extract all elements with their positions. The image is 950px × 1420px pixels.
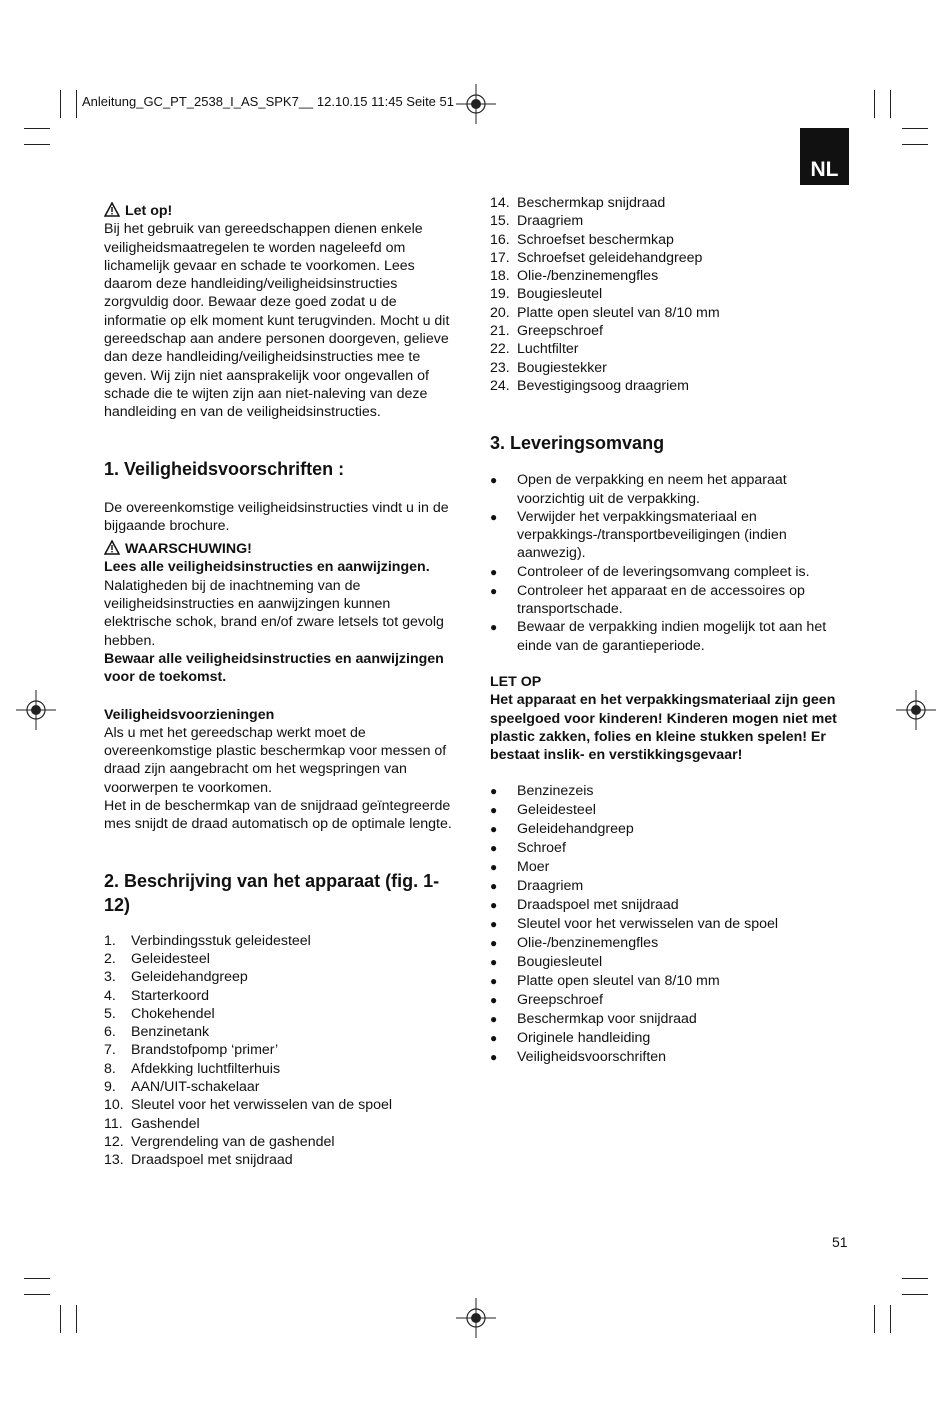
bullet-list-item xyxy=(490,896,852,915)
parts-list-right xyxy=(490,194,852,395)
item-label: Afdekking luchtfilterhuis xyxy=(131,1060,281,1077)
item-number: 10. xyxy=(104,1097,124,1114)
letop2-text: Het apparaat en het verpakkingsmateriaal zijn geen speelgoed voor kinderen! Kinderen mogen niet met plastic zakken, folies en kleine stukken spelen! Er bestaat inslik- en verstikkingsgevaar! xyxy=(490,692,837,764)
item-label: Draagriem xyxy=(517,878,584,895)
item-label: Benzinezeis xyxy=(517,783,594,800)
parts-list-item xyxy=(104,932,460,950)
item-label: Benzinetank xyxy=(131,1024,210,1041)
bullet-list-item xyxy=(490,858,852,877)
item-label: Originele handleiding xyxy=(517,1030,651,1047)
item-label: Schroefset geleidehandgreep xyxy=(517,249,703,266)
parts-list-item xyxy=(490,340,852,358)
item-label: Veiligheidsvoorschriften xyxy=(517,1049,667,1066)
warning-triangle-icon xyxy=(104,202,120,217)
parts-list-item xyxy=(104,1041,460,1059)
bullet-list-item xyxy=(490,953,852,972)
bullet-list-item xyxy=(490,471,852,508)
item-label: Verwijder het verpakkingsmateriaal en verpakkings-/transportbeveiligingen (indien aanwezig). xyxy=(517,508,787,562)
item-label: Controleer of de leveringsomvang compleet is. xyxy=(517,563,810,580)
bullet-icon: ● xyxy=(490,473,498,488)
item-number: 23. xyxy=(490,359,510,376)
bullet-list-item xyxy=(490,915,852,934)
item-label: Brandstofpomp ‘primer’ xyxy=(131,1042,279,1059)
parts-list-item xyxy=(490,194,852,212)
item-number: 16. xyxy=(490,231,510,248)
item-number: 19. xyxy=(490,286,510,303)
item-label: Chokehendel xyxy=(131,1005,215,1022)
bullet-icon: ● xyxy=(490,993,498,1008)
item-number: 4. xyxy=(104,987,116,1004)
item-number: 5. xyxy=(104,1005,116,1022)
right-column xyxy=(490,194,852,1067)
warning-bold-2: Bewaar alle veiligheidsinstructies en aanwijzingen voor de toekomst. xyxy=(104,650,444,686)
warning-text: Nalatigheden bij de inachtneming van de veiligheidsinstructies en aanwijzingen kunnen elektrische schok, brand en/of zware letsels tot gevolg hebben. xyxy=(104,577,444,649)
item-label: Greepschroef xyxy=(517,323,603,340)
letop-text: Bij het gebruik van gereedschappen dienen enkele veiligheidsmaatregelen te worden nageleefd om lichamelijk gevaar en schade te voorkomen. Lees daarom deze handleiding/veiligheidsinstructies zorgvuldig door. Bewaar deze goed zodat u de informatie op elk moment kunt terugvinden. Mocht u dit gereedschap aan andere personen doorgeven, gelieve dan deze handleiding/veiligheidsinstructies mee te geven. Wij zijn niet aansprakelijk voor ongevallen of schade die te wijten zijn aan niet-naleving van deze handleiding en van de veiligheidsinstructies. xyxy=(104,221,450,421)
registration-mark-right-icon xyxy=(896,690,936,730)
item-label: Bevestigingsoog draagriem xyxy=(517,377,689,394)
item-number: 7. xyxy=(104,1042,116,1059)
item-label: Bougiestekker xyxy=(517,359,607,376)
item-label: Moer xyxy=(517,859,550,876)
bullet-icon: ● xyxy=(490,879,498,894)
parts-list-item xyxy=(104,1023,460,1041)
bullet-icon: ● xyxy=(490,936,498,951)
item-label: Geleidehandgreep xyxy=(131,969,248,986)
bullet-list-item xyxy=(490,1048,852,1067)
bullet-list-item xyxy=(490,934,852,953)
bullet-list-item xyxy=(490,820,852,839)
bullet-icon: ● xyxy=(490,509,498,524)
item-label: Starterkoord xyxy=(131,987,210,1004)
item-number: 24. xyxy=(490,377,510,394)
bullet-icon: ● xyxy=(490,860,498,875)
item-number: 15. xyxy=(490,213,510,230)
item-label: Schroef xyxy=(517,840,566,857)
bullet-list-item xyxy=(490,839,852,858)
item-number: 18. xyxy=(490,268,510,285)
item-label: Open de verpakking en neem het apparaat voorzichtig uit de verpakking. xyxy=(517,472,787,507)
parts-list-item xyxy=(104,987,460,1005)
bullet-list-item xyxy=(490,508,852,563)
safety-text-2: Het in de beschermkap van de snijdraad geïntegreerde mes snijdt de draad automatisch op de optimale lengte. xyxy=(104,798,452,833)
bullet-list-item xyxy=(490,972,852,991)
parts-list-item xyxy=(104,1115,460,1133)
item-number: 8. xyxy=(104,1060,116,1077)
section1-title: 1. Veiligheidsvoorschriften : xyxy=(104,458,345,479)
parts-list-item xyxy=(490,212,852,230)
item-label: AAN/UIT-schakelaar xyxy=(131,1078,260,1095)
bullet-icon: ● xyxy=(490,1031,498,1046)
item-label: Verbindingsstuk geleidesteel xyxy=(131,932,311,949)
bullet-list-item xyxy=(490,618,852,655)
item-label: Draadspoel met snijdraad xyxy=(517,897,679,914)
bullet-icon: ● xyxy=(490,898,498,913)
warning-bold-1: Lees alle veiligheidsinstructies en aanwijzingen. xyxy=(104,559,430,576)
bullet-list-item xyxy=(490,1029,852,1048)
parts-list-item xyxy=(104,968,460,986)
item-number: 13. xyxy=(104,1152,124,1169)
page-number: 51 xyxy=(832,1234,848,1250)
warning-triangle-icon xyxy=(104,540,120,555)
parts-list-item xyxy=(490,322,852,340)
registration-mark-bottom-icon xyxy=(456,1298,496,1338)
print-header: Anleitung_GC_PT_2538_I_AS_SPK7__ 12.10.15 11:45 Seite 51 xyxy=(82,94,454,109)
item-label: Luchtfilter xyxy=(517,341,579,358)
item-label: Geleidesteel xyxy=(517,802,596,819)
item-label: Sleutel voor het verwisselen van de spoel xyxy=(517,916,779,933)
bullet-icon: ● xyxy=(490,841,498,856)
parts-list-item xyxy=(104,1005,460,1023)
item-number: 9. xyxy=(104,1078,116,1095)
item-label: Geleidehandgreep xyxy=(517,821,634,838)
item-label: Bougiesleutel xyxy=(517,286,603,303)
bullet-list-item xyxy=(490,582,852,619)
warning-title: WAARSCHUWING! xyxy=(125,541,252,558)
parts-list-item xyxy=(490,249,852,267)
item-label: Draagriem xyxy=(517,213,584,230)
item-label: Beschermkap snijdraad xyxy=(517,195,666,211)
item-number: 1. xyxy=(104,932,116,949)
warning-heading xyxy=(104,540,460,558)
bullet-list-item xyxy=(490,782,852,801)
item-number: 12. xyxy=(104,1133,124,1150)
left-column xyxy=(104,202,460,1169)
item-number: 20. xyxy=(490,304,510,321)
safety-title: Veiligheidsvoorzieningen xyxy=(104,706,275,723)
registration-mark-top-icon xyxy=(456,84,496,124)
item-label: Schroefset beschermkap xyxy=(517,231,674,248)
parts-list-item xyxy=(490,285,852,303)
item-number: 2. xyxy=(104,950,116,967)
item-number: 21. xyxy=(490,323,510,340)
item-label: Bewaar de verpakking indien mogelijk tot aan het einde van de garantieperiode. xyxy=(517,619,827,654)
item-label: Gashendel xyxy=(131,1115,200,1132)
item-label: Controleer het apparaat en de accessoires op transportschade. xyxy=(517,582,805,618)
section1-text: De overeenkomstige veiligheidsinstructies vindt u in de bijgaande brochure. xyxy=(104,499,449,534)
language-badge: NL xyxy=(800,128,849,185)
parts-list-left xyxy=(104,932,460,1170)
parts-list-item xyxy=(104,1151,460,1169)
item-number: 17. xyxy=(490,249,510,266)
item-label: Platte open sleutel van 8/10 mm xyxy=(517,973,720,990)
item-number: 22. xyxy=(490,341,510,358)
bullet-list-item xyxy=(490,801,852,820)
bullet-icon: ● xyxy=(490,564,498,579)
item-label: Beschermkap voor snijdraad xyxy=(517,1011,697,1028)
bullet-icon: ● xyxy=(490,822,498,837)
item-number: 3. xyxy=(104,969,116,986)
bullet-icon: ● xyxy=(490,974,498,989)
bullet-list-item xyxy=(490,563,852,582)
bullet-list-item xyxy=(490,991,852,1010)
item-label: Platte open sleutel van 8/10 mm xyxy=(517,304,720,321)
bullet-icon: ● xyxy=(490,583,498,598)
section3-title: 3. Leveringsomvang xyxy=(490,433,665,454)
letop-title: Let op! xyxy=(125,203,173,219)
bullet-icon: ● xyxy=(490,1012,498,1027)
parts-list-item xyxy=(104,950,460,968)
parts-list-item xyxy=(490,359,852,377)
bullet-icon: ● xyxy=(490,784,498,799)
item-label: Olie-/benzinemengfles xyxy=(517,935,659,952)
item-label: Draadspoel met snijdraad xyxy=(131,1152,293,1169)
registration-mark-left-icon xyxy=(16,690,56,730)
delivery-contents-list xyxy=(490,782,852,1067)
bullet-icon: ● xyxy=(490,803,498,818)
parts-list-item xyxy=(104,1133,460,1151)
item-number: 14. xyxy=(490,195,510,211)
item-label: Geleidesteel xyxy=(131,950,210,967)
parts-list-item xyxy=(490,377,852,395)
safety-text-1: Als u met het gereedschap werkt moet de overeenkomstige plastic beschermkap voor messen of draad zijn aangebracht om het wegspringen van voorwerpen te voorkomen. xyxy=(104,724,447,796)
item-number: 11. xyxy=(104,1115,123,1132)
item-label: Sleutel voor het verwisselen van de spoel xyxy=(131,1097,393,1114)
item-label: Greepschroef xyxy=(517,992,603,1009)
bullet-list-item xyxy=(490,877,852,896)
parts-list-item xyxy=(104,1060,460,1078)
parts-list-item xyxy=(490,304,852,322)
item-label: Bougiesleutel xyxy=(517,954,603,971)
parts-list-item xyxy=(490,231,852,249)
item-label: Vergrendeling van de gashendel xyxy=(131,1133,335,1150)
bullet-icon: ● xyxy=(490,917,498,932)
item-label: Olie-/benzinemengfles xyxy=(517,268,659,285)
parts-list-item xyxy=(490,267,852,285)
section2-title: 2. Beschrijving van het apparaat (fig. 1-12) xyxy=(104,870,440,915)
letop-heading xyxy=(104,202,460,220)
parts-list-item xyxy=(104,1096,460,1114)
bullet-list-item xyxy=(490,1010,852,1029)
letop2-title: LET OP xyxy=(490,673,542,690)
bullet-icon: ● xyxy=(490,1050,498,1065)
bullet-icon: ● xyxy=(490,955,498,970)
item-number: 6. xyxy=(104,1024,116,1041)
parts-list-item xyxy=(104,1078,460,1096)
delivery-steps-list xyxy=(490,471,852,655)
bullet-icon: ● xyxy=(490,620,498,635)
